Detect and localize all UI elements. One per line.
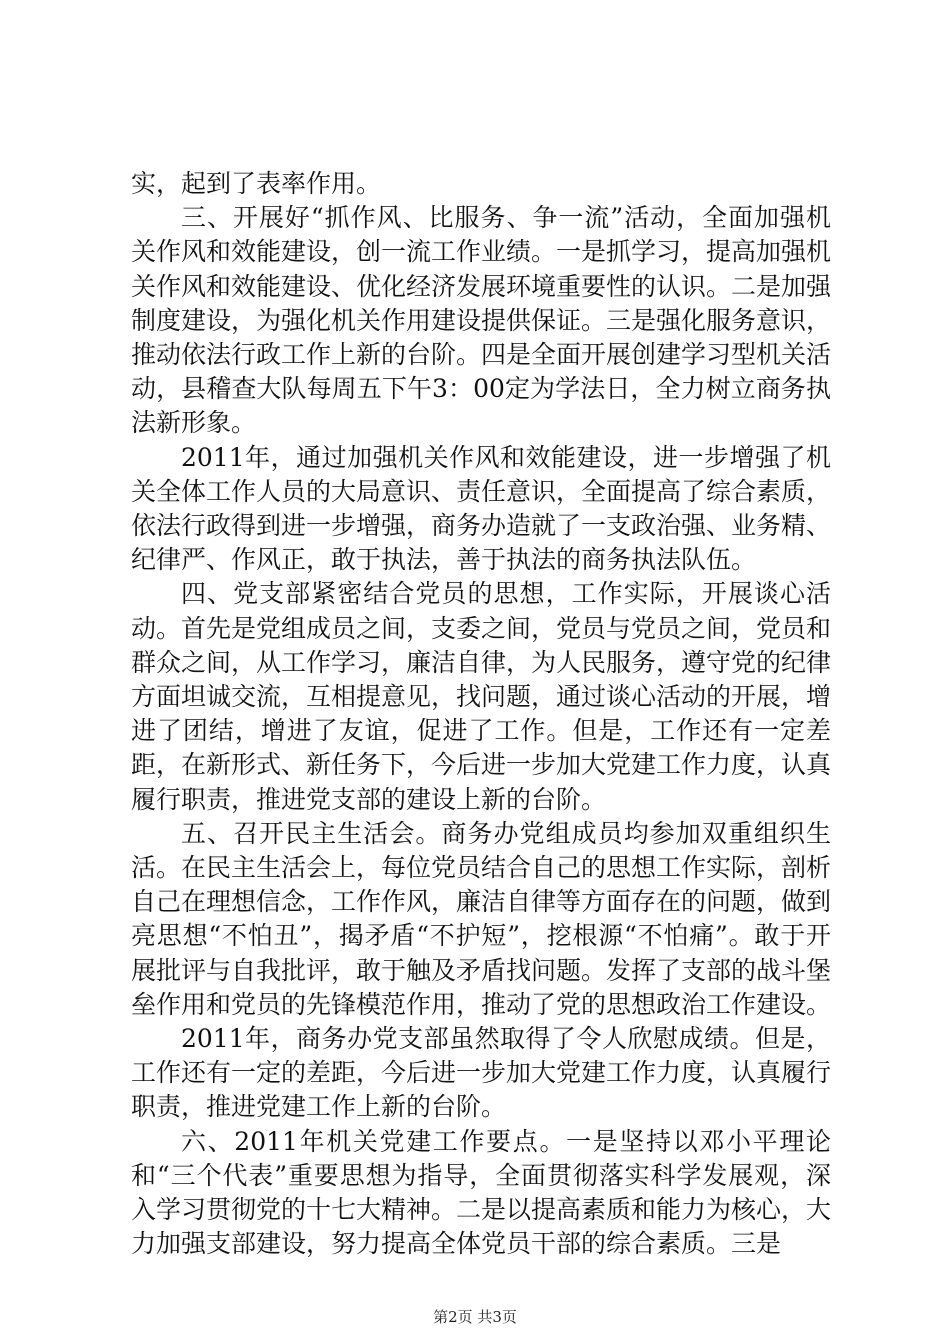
paragraph-section-six: 六、2011年机关党建工作要点。一是坚持以邓小平理论和“三个代表”重要思想为指导，全面贯彻落实科学发展观，深入学习贯彻党的十七大精神。二是以提高素质和能力为核心，大力加强支部建设，努力提高全体党员干部的综合素质。三是 xyxy=(131,1126,832,1259)
paragraph-2011-efficiency: 2011年，通过加强机关作风和效能建设，进一步增强了机关全体工作人员的大局意识、责任意识，全面提高了综合素质，依法行政得到进一步增强，商务办造就了一支政治强、业务精、纪律严、作风正，敢于执法，善于执法的商务执法队伍。 xyxy=(131,442,832,575)
paragraph-section-four: 四、党支部紧密结合党员的思想，工作实际，开展谈心活动。首先是党组成员之间，支委之间，党员与党员之间，党员和群众之间，从工作学习，廉洁自律，为人民服务，遵守党的纪律方面坦诚交流，互相提意见，找问题，通过谈心活动的开展，增进了团结，增进了友谊，促进了工作。但是，工作还有一定差距，在新形式、新任务下，今后进一步加大党建工作力度，认真履行职责，推进党支部的建设上新的台阶。 xyxy=(131,579,832,814)
paragraph-section-five: 五、召开民主生活会。商务办党组成员均参加双重组织生活。在民主生活会上，每位党员结合自己的思想工作实际，剖析自己在理想信念，工作作风，廉洁自律等方面存在的问题，做到亮思想“不怕丑”，揭矛盾“不护短”，挖根源“不怕痛”。敢于开展批评与自我批评，敢于触及矛盾找问题。发挥了支部的战斗堡垒作用和党员的先锋模范作用，推动了党的思想政治工作建设。 xyxy=(131,818,832,1019)
document-body xyxy=(131,167,831,1262)
paragraph-continuation: 实，起到了表率作用。 xyxy=(131,169,382,198)
paragraph-section-three: 三、开展好“抓作风、比服务、争一流”活动，全面加强机关作风和效能建设，创一流工作业绩。一是抓学习，提高加强机关作风和效能建设、优化经济发展环境重要性的认识。二是加强制度建设，为强化机关作用建设提供保证。三是强化服务意识，推动依法行政工作上新的台阶。四是全面开展创建学习型机关活动，县稽查大队每周五下午3：00定为学法日，全力树立商务执法新形象。 xyxy=(131,203,832,438)
page-footer: 第2页 共3页 xyxy=(433,1308,517,1326)
paragraph-2011-achievements: 2011年，商务办党支部虽然取得了令人欣慰成绩。但是，工作还有一定的差距，今后进一步加大党建工作力度，认真履行职责，推进党建工作上新的台阶。 xyxy=(131,1024,832,1122)
